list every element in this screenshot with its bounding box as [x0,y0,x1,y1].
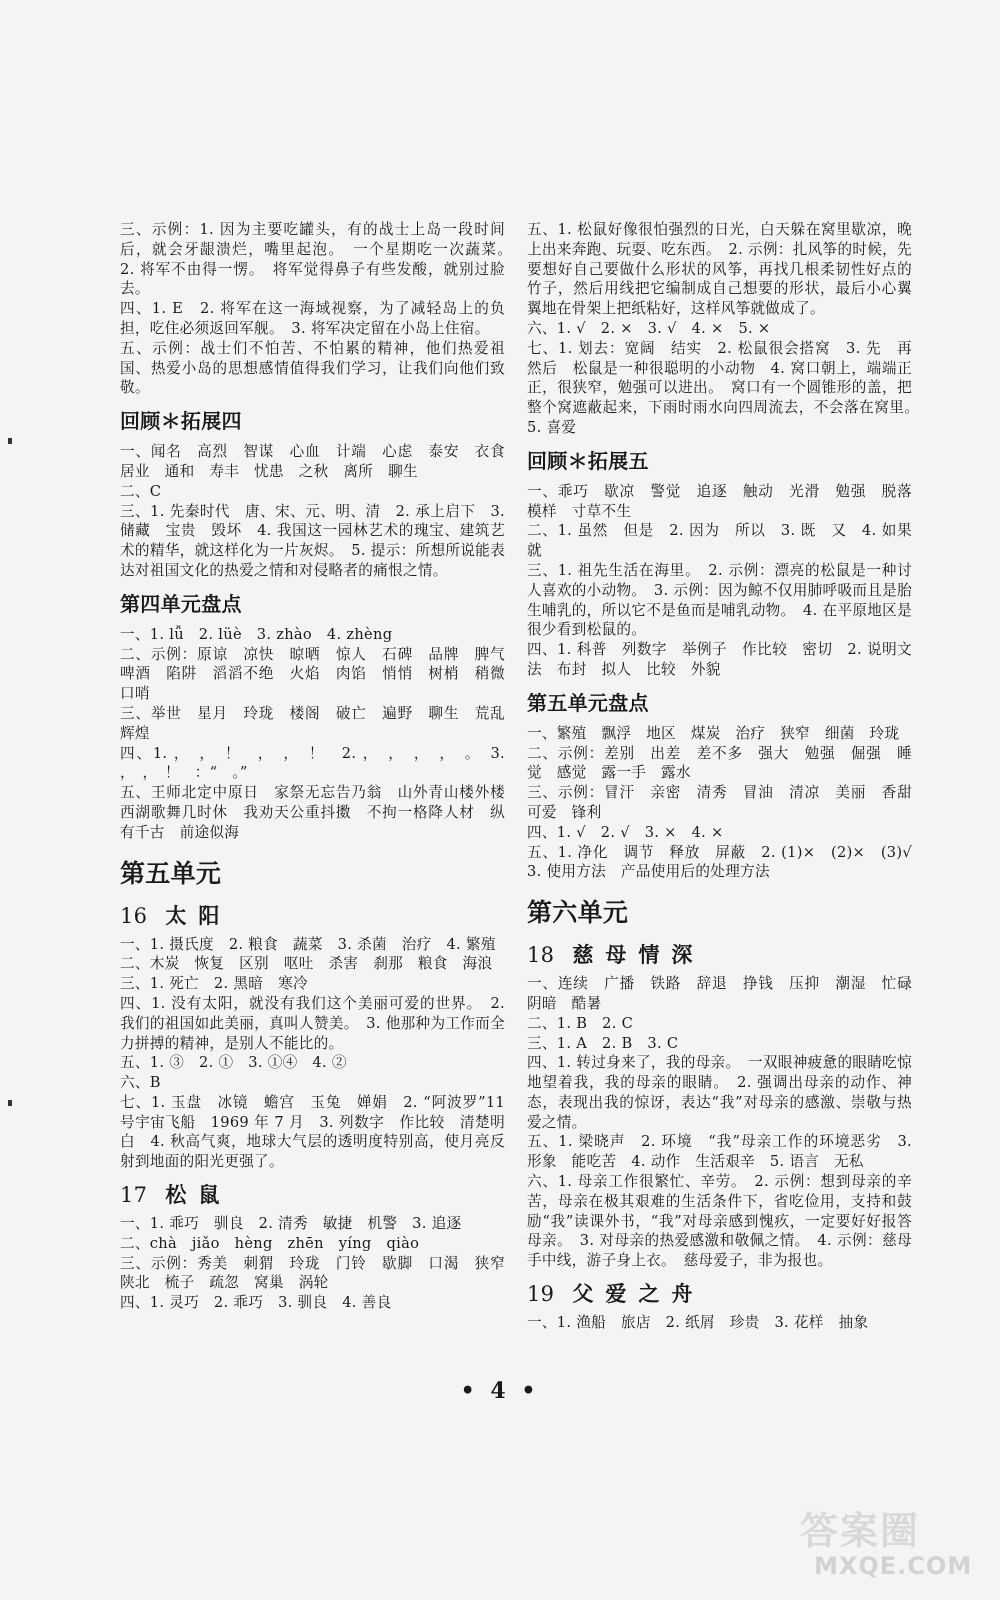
answer-paragraph: 三、举世 星月 玲珑 楼阁 破亡 遍野 聊生 荒乱 辉煌 [120,704,520,742]
lesson-heading [120,1180,505,1210]
unit-heading: 第六单元 [527,898,629,928]
answer-paragraph: 一、1. 摄氏度 2. 粮食 蔬菜 3. 杀菌 治疗 4. 繁殖 [120,935,496,953]
watermark-url: MXQE.COM [814,1552,973,1580]
answer-paragraph: 一、1. 乖巧 驯良 2. 清秀 敏捷 机警 3. 追逐 [120,1215,462,1233]
answer-paragraph: 四、1. E 2. 将军在这一海域视察，为了减轻岛上的负担，吃住必须返回军舰。 3. 将军决定留在小岛上住宿。 [120,300,505,337]
section-heading: 回顾＊拓展四 [120,409,242,434]
answer-paragraph: 五、示例：战士们不怕苦、不怕累的精神，他们热爱祖国、热爱小岛的思想感情值得我们学习，让我们向他们致敬。 [120,339,505,397]
answer-paragraph: 三、1. 先秦时代 唐、宋、元、明、清 2. 承上启下 3. 储藏 宝贵 毁坏 4. 我国这一园林艺术的瑰宝、建筑艺术的精华，就这样化为一片灰烬。 5. 提示：所想所说能表达对祖国文化的热爱之情和对侵略者的痛恨之情。 [120,502,505,579]
lesson-title: 父爱之舟 [572,1281,705,1307]
lesson-title: 太阳 [165,902,232,928]
answer-paragraph: 二、木炭 恢复 区别 呕吐 杀害 刹那 粮食 海浪 [120,955,493,973]
lesson-heading [120,901,505,931]
margin-mark [8,1100,12,1106]
answer-paragraph: 七、1. 划去：宽阔 结实 2. 松鼠很会搭窝 3. 先 再 然后 松鼠是一种很聪明的小动物 4. 窝口朝上，端端正正，很狭窄，勉强可以进出。 窝口有一个圆锥形的盖，把整个窝遮蔽起来，下雨时雨水向四周流去，不会落在窝里。 5. 喜爱 [527,339,927,436]
lesson-number: 17 [120,1183,148,1208]
answer-paragraph: 三、1. 死亡 2. 黑暗 寒冷 [120,975,308,993]
answer-paragraph: 三、1. A 2. B 3. C [527,1034,679,1052]
answer-paragraph: 二、1. 虽然 但是 2. 因为 所以 3. 既 又 4. 如果 就 [527,522,927,560]
lesson-heading [527,940,912,970]
answer-paragraph: 四、1. 科普 列数字 举例子 作比较 密切 2. 说明文 法 布封 拟人 比较 外貌 [527,641,927,678]
answer-paragraph: 二、1. B 2. C [527,1014,634,1032]
watermark-logo [800,1500,985,1590]
answer-paragraph: 四、1. √ 2. √ 3. × 4. × [527,823,724,841]
lesson-title: 慈母情深 [572,942,705,968]
lesson-number: 19 [527,1282,555,1307]
answer-paragraph: 七、1. 玉盘 冰镜 蟾宫 玉兔 婵娟 2. “阿波罗”11 号宇宙飞船 1969 年 7 月 3. 列数字 作比较 清楚明白 4. 秋高气爽，地球大气层的透明度特别高，使月亮反射到地面的阳光更强了。 [120,1093,505,1171]
unit-heading: 第五单元 [120,858,222,888]
page-number: • 4 • [460,1378,540,1404]
answer-paragraph: 一、连续 广播 铁路 辞退 挣钱 压抑 潮湿 忙碌 阴暗 酷暑 [527,975,927,1012]
answer-paragraph: 四、1. ， ， ！ ， ， ！ 2. ， ， ， ， 。 3. ， ， ！ ：“ 。” [120,744,505,782]
answer-paragraph: 一、繁殖 飘浮 地区 煤炭 治疗 狭窄 细菌 玲珑 [527,724,900,742]
left-column [120,220,520,1313]
right-column [527,220,927,1333]
answer-paragraph: 一、1. 渔船 旅店 2. 纸屑 珍贵 3. 花样 抽象 [527,1314,869,1332]
lesson-number: 18 [527,943,555,968]
answer-paragraph: 一、乖巧 歇凉 警觉 追逐 触动 光滑 勉强 脱落 模样 寸草不生 [527,482,927,520]
answer-paragraph: 一、1. lǚ 2. lüè 3. zhào 4. zhèng [120,625,393,643]
answer-paragraph: 三、示例：秀美 刺猬 玲珑 门铃 歇脚 口渴 狭窄 陕北 梳子 疏忽 窝巢 涡轮 [120,1254,520,1292]
lesson-number: 16 [120,903,148,928]
section-heading: 回顾＊拓展五 [527,448,649,473]
answer-paragraph: 三、示例：1. 因为主要吃罐头，有的战士上岛一段时间后，就会牙龈溃烂，嘴里起泡。 一个星期吃一次蔬菜。 2. 将军不由得一愣。 将军觉得鼻子有些发酸，就别过脸去。 [120,221,520,298]
answer-paragraph: 二、C [120,482,162,500]
answer-paragraph: 二、示例：原谅 凉快 晾晒 惊人 石碑 品牌 脾气 啤酒 陷阱 滔滔不绝 火焰 肉馅 悄悄 树梢 稍微 口哨 [120,645,520,703]
answer-paragraph: 三、1. 祖先生活在海里。 2. 示例：漂亮的松鼠是一种讨人喜欢的小动物。 3. 示例：因为鲸不仅用肺呼吸而且是胎生哺乳的，所以它不是鱼而是哺乳动物。 4. 在平原地区是很少看到松鼠的。 [527,561,912,639]
answer-paragraph: 四、1. 没有太阳，就没有我们这个美丽可爱的世界。 2. 我们的祖国如此美丽，真叫人赞美。 3. 他那种为工作而全力拼搏的精神，是别人不能比的。 [120,994,505,1052]
answer-paragraph: 六、1. √ 2. × 3. √ 4. × 5. × [527,319,771,337]
answer-paragraph: 四、1. 灵巧 2. 乖巧 3. 驯良 4. 善良 [120,1294,392,1312]
answer-paragraph: 二、chà jiǎo hèng zhēn yíng qiào [120,1234,420,1252]
section-heading: 第四单元盘点 [120,591,242,616]
lesson-title: 松鼠 [165,1182,232,1208]
answer-paragraph: 六、B [120,1074,161,1092]
answer-paragraph: 五、1. ③ 2. ① 3. ①④ 4. ② [120,1054,347,1072]
answer-paragraph: 五、1. 梁晓声 2. 环境 “我”母亲工作的环境恶劣 3. 形象 能吃苦 4. 动作 生活艰辛 5. 语言 无私 [527,1133,912,1171]
answer-paragraph: 四、1. 转过身来了，我的母亲。 一双眼神疲惫的眼睛吃惊地望着我，我的母亲的眼睛。 2. 强调出母亲的动作、神态，表现出我的惊讶，表达“我”对母亲的感激、崇敬与热爱之情。 [527,1054,912,1131]
section-heading: 第五单元盘点 [527,690,649,715]
lesson-heading [527,1279,912,1309]
answer-paragraph: 六、1. 母亲工作很繁忙、辛劳。 2. 示例：想到母亲的辛苦，母亲在极其艰难的生活条件下，省吃俭用，支持和鼓励“我”读课外书，“我”对母亲感到愧疚，一定要好好报答母亲。 3. 对母亲的热爱感激和敬佩之情。 4. 示例：慈母手中线，游子身上衣。 慈母爱子，非为报也。 [527,1173,912,1270]
answer-paragraph: 五、1. 松鼠好像很怕强烈的日光，白天躲在窝里歇凉，晚上出来奔跑、玩耍、吃东西。 2. 示例：扎风筝的时候，先要想好自己要做什么形状的风筝，再找几根柔韧性好点的竹子，然后用线把它编制成自己想要的形状，最后小心翼翼地在骨架上把纸粘好，这样风筝就做成了。 [527,221,912,318]
answer-paragraph: 二、示例：差别 出差 差不多 强大 勉强 倔强 睡觉 感觉 露一手 露水 [527,744,912,782]
margin-mark [8,438,12,444]
answer-paragraph: 五、1. 净化 调节 释放 屏蔽 2. (1)× (2)× (3)√ 3. 使用方法 产品使用后的处理方法 [527,843,927,881]
answer-paragraph: 五、王师北定中原日 家祭无忘告乃翁 山外青山楼外楼 西湖歌舞几时休 我劝天公重抖擞 不拘一格降人材 纵有千古 前途似海 [120,784,520,841]
watermark-text: 答案圈 [800,1509,921,1553]
answer-paragraph: 一、闻名 高烈 智谋 心血 计端 心虑 泰安 衣食 居业 通和 寿丰 忧患 之秋 离所 聊生 [120,443,520,480]
answer-paragraph: 三、示例：冒汗 亲密 清秀 冒油 清凉 美丽 香甜 可爱 锋利 [527,784,927,821]
